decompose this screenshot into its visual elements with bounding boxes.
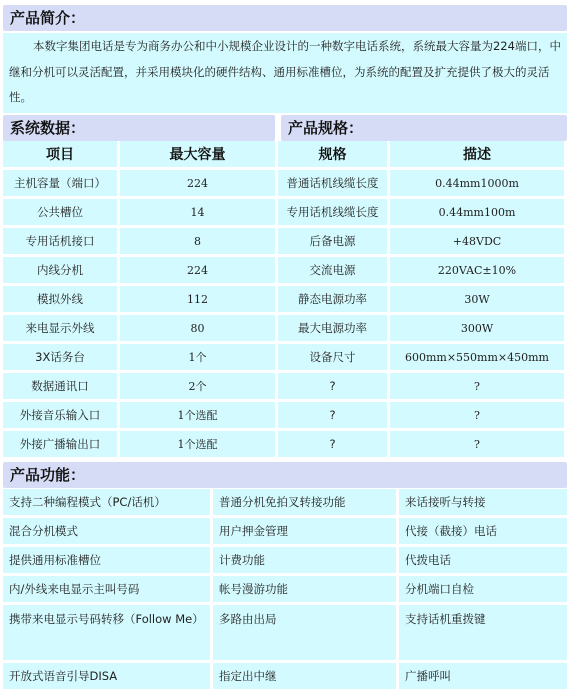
item-cell: 来电显示外线 [3,315,117,341]
function-cell: 支持话机重拨键 [399,605,567,660]
table-row [3,257,564,283]
intro-text: 本数字集团电话是专为商务办公和中小规模企业设计的一种数字电话系统，系统最大容量为224端口，中继和分机可以灵活配置，并采用模块化的硬件结构、通用标准槽位，为系统的配置及扩充提供了极大的灵活性。 [9,39,561,104]
item-cell: 公共槽位 [3,199,117,225]
item-cell: 模拟外线 [3,286,117,312]
col-header-max-capacity: 最大容量 [120,141,275,167]
function-cell: 代拨电话 [399,547,567,573]
table-row [3,286,564,312]
max-capacity-cell: 1个选配 [120,402,275,428]
function-cell: 帐号漫游功能 [213,576,396,602]
table-row [3,663,567,689]
spec-table [0,138,567,460]
function-cell: 用户押金管理 [213,518,396,544]
function-cell: 提供通用标准槽位 [3,547,210,573]
function-cell: 普通分机免拍叉转接功能 [213,489,396,515]
function-cell: 多路由出局 [213,605,396,660]
functions-heading: 产品功能： [3,462,567,488]
table-row [3,431,564,457]
description-cell: +48VDC [390,228,564,254]
item-cell: 内线分机 [3,257,117,283]
intro-heading: 产品简介： [3,5,567,31]
function-cell: 分机端口自检 [399,576,567,602]
function-cell: 广播呼叫 [399,663,567,689]
spec-cell: 专用话机线缆长度 [278,199,387,225]
max-capacity-cell: 2个 [120,373,275,399]
max-capacity-cell: 1个选配 [120,431,275,457]
spec-cell: 静态电源功率 [278,286,387,312]
function-cell: 代接（截接）电话 [399,518,567,544]
spec-header-row [3,141,564,167]
item-cell: 外接广播输出口 [3,431,117,457]
description-cell: 30W [390,286,564,312]
max-capacity-cell: 224 [120,170,275,196]
table-row [3,228,564,254]
description-cell: ? [390,373,564,399]
item-cell: 3X话务台 [3,344,117,370]
spec-cell: 后备电源 [278,228,387,254]
function-cell: 支持二种编程模式（PC/话机） [3,489,210,515]
max-capacity-cell: 1个 [120,344,275,370]
table-row [3,518,567,544]
col-header-item: 项目 [3,141,117,167]
max-capacity-cell: 8 [120,228,275,254]
col-header-description: 描述 [390,141,564,167]
function-cell: 开放式语音引导DISA [3,663,210,689]
spec-cell: 普通话机线缆长度 [278,170,387,196]
spec-cell: ? [278,402,387,428]
table-row [3,199,564,225]
description-cell: 0.44mm100m [390,199,564,225]
item-cell: 主机容量（端口） [3,170,117,196]
table-row [3,170,564,196]
table-row [3,489,567,515]
function-cell: 来话接听与转接 [399,489,567,515]
spec-cell: 设备尺寸 [278,344,387,370]
description-cell: ? [390,431,564,457]
description-cell: 300W [390,315,564,341]
intro-panel [3,33,567,113]
description-cell: 0.44mm1000m [390,170,564,196]
product-specs-heading: 产品规格： [281,115,567,141]
spec-cell: 交流电源 [278,257,387,283]
table-row [3,315,564,341]
description-cell: 220VAC±10% [390,257,564,283]
spec-cell: ? [278,373,387,399]
functions-table-body [3,489,567,689]
item-cell: 外接音乐输入口 [3,402,117,428]
table-row [3,576,567,602]
function-cell: 计费功能 [213,547,396,573]
table-row [3,373,564,399]
table-row [3,344,564,370]
table-row [3,605,567,660]
table-row [3,402,564,428]
spec-cell: ? [278,431,387,457]
spec-table-body [3,170,564,457]
item-cell: 数据通讯口 [3,373,117,399]
table-row [3,547,567,573]
col-header-spec: 规格 [278,141,387,167]
spec-cell: 最大电源功率 [278,315,387,341]
max-capacity-cell: 80 [120,315,275,341]
function-cell: 混合分机模式 [3,518,210,544]
max-capacity-cell: 112 [120,286,275,312]
max-capacity-cell: 224 [120,257,275,283]
description-cell: ? [390,402,564,428]
function-cell: 内/外线来电显示主叫号码 [3,576,210,602]
system-data-heading: 系统数据： [3,115,275,141]
function-cell: 指定出中继 [213,663,396,689]
function-cell: 携带来电显示号码转移（Follow Me） [3,605,210,660]
functions-table [0,486,570,692]
max-capacity-cell: 14 [120,199,275,225]
description-cell: 600mm×550mm×450mm [390,344,564,370]
item-cell: 专用话机接口 [3,228,117,254]
